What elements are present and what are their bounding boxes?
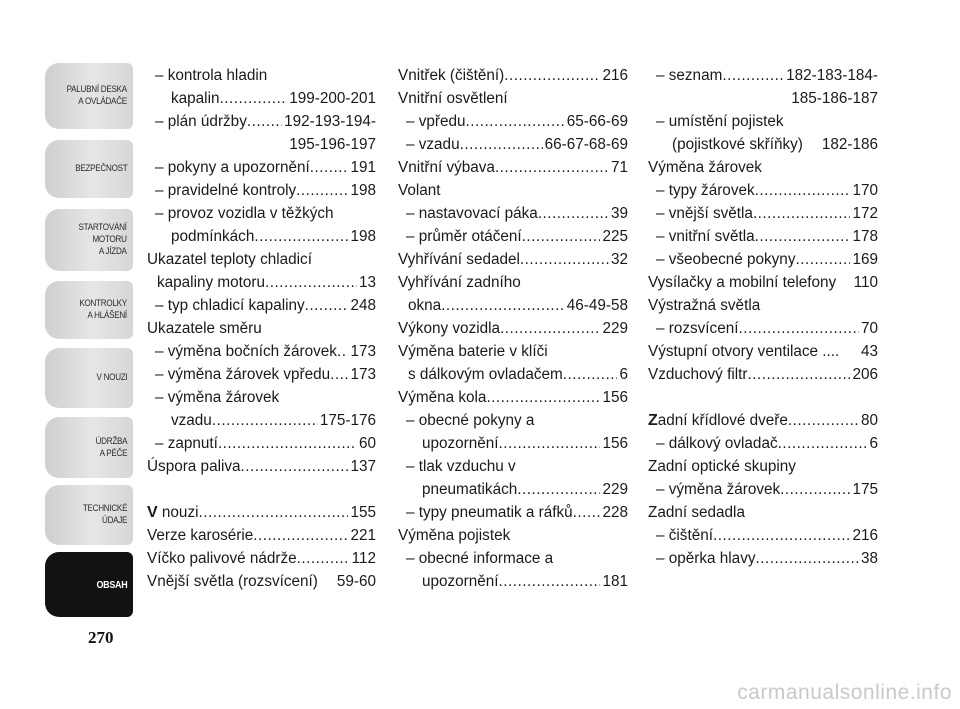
index-entry: Úspora paliva ..... 137 bbox=[147, 455, 376, 478]
tab-kontrolky[interactable] bbox=[45, 281, 133, 339]
index-entry: – typy pneumatik a ráfků ..... 228 bbox=[398, 501, 628, 524]
index-entry: Výstupní otvory ventilace .... 43 bbox=[648, 343, 878, 360]
index-entry: – umístění pojistek bbox=[656, 113, 784, 130]
index-entry: – pravidelné kontroly ..... 198 bbox=[147, 179, 376, 202]
index-entry: Zadní křídlové dveře ..... 80 bbox=[648, 409, 878, 432]
index-entry: Vysílačky a mobilní telefony 110 bbox=[648, 274, 878, 291]
index-entry: kapaliny motoru ..... 13 bbox=[147, 271, 376, 294]
index-entry: Vnější světla (rozsvícení) 59-60 bbox=[147, 573, 376, 590]
index-entry: Výměna žárovek bbox=[648, 159, 762, 176]
tab-label: TECHNICKÉ ÚDAJE bbox=[82, 503, 127, 526]
index-entry: – provoz vozidla v těžkých bbox=[155, 205, 334, 222]
index-entry: Ukazatele směru bbox=[147, 320, 262, 337]
index-entry: kapalin ..... 199-200-201 bbox=[147, 87, 376, 110]
index-entry: Ukazatel teploty chladicí bbox=[147, 251, 312, 268]
index-column-1 bbox=[147, 64, 376, 593]
index-entry: – všeobecné pokyny ..... 169 bbox=[648, 248, 878, 271]
tab-label: ÚDRŽBA A PÉČE bbox=[95, 435, 127, 459]
tab-palubni-deska[interactable] bbox=[45, 63, 133, 129]
index-entry: Vyhřívání sedadel ..... 32 bbox=[398, 248, 628, 271]
tab-technicke-udaje[interactable] bbox=[45, 485, 133, 545]
index-entry: Výkony vozidla ..... 229 bbox=[398, 317, 628, 340]
tab-bezpecnost[interactable] bbox=[45, 140, 133, 198]
index-entry: Vnitřní výbava ..... 71 bbox=[398, 156, 628, 179]
index-entry: upozornění ..... 181 bbox=[398, 570, 628, 593]
tab-startovani[interactable] bbox=[45, 209, 133, 271]
index-entry: V nouzi ..... 155 bbox=[147, 501, 376, 524]
index-entry: vzadu ..... 175-176 bbox=[147, 409, 376, 432]
index-entry: – seznam ..... 182-183-184- bbox=[648, 64, 878, 87]
index-entry: – kontrola hladin bbox=[155, 67, 268, 84]
index-entry: Vnitřek (čištění) ..... 216 bbox=[398, 64, 628, 87]
index-entry: Výstražná světla bbox=[648, 297, 761, 314]
index-entry: – výměna žárovek bbox=[155, 389, 280, 406]
index-entry: – vnější světla ..... 172 bbox=[648, 202, 878, 225]
index-entry: Výměna kola ..... 156 bbox=[398, 386, 628, 409]
index-entry: upozornění ..... 156 bbox=[398, 432, 628, 455]
index-entry: okna ..... 46-49-58 bbox=[398, 294, 628, 317]
index-entry: Verze karosérie ..... 221 bbox=[147, 524, 376, 547]
tab-label: PALUBNÍ DESKA A OVLÁDAČE bbox=[66, 84, 127, 107]
index-entry: Vnitřní osvětlení bbox=[398, 90, 508, 107]
tab-obsah[interactable] bbox=[45, 552, 133, 617]
index-entry: – opěrka hlavy ..... 38 bbox=[648, 547, 878, 570]
index-entry: – rozsvícení ..... 70 bbox=[648, 317, 878, 340]
index-column-3 bbox=[648, 64, 878, 570]
index-entry: pneumatikách ..... 229 bbox=[398, 478, 628, 501]
index-entry: – typ chladicí kapaliny ..... 248 bbox=[147, 294, 376, 317]
index-entry: – dálkový ovladač ..... 6 bbox=[648, 432, 878, 455]
index-entry: Zadní optické skupiny bbox=[648, 458, 796, 475]
index-entry: – výměna žárovek ..... 175 bbox=[648, 478, 878, 501]
index-column-2 bbox=[398, 64, 628, 593]
index-entry: – čištění ..... 216 bbox=[648, 524, 878, 547]
index-entry: 185-186-187 bbox=[791, 90, 878, 107]
index-entry: – obecné pokyny a bbox=[406, 412, 535, 429]
page-number: 270 bbox=[88, 628, 114, 647]
tab-label: STARTOVÁNÍ MOTORU A JÍZDA bbox=[78, 222, 127, 257]
index-entry: – plán údržby ..... 192-193-194- bbox=[147, 110, 376, 133]
tab-label: BEZPEČNOST bbox=[74, 163, 127, 174]
index-entry: – vnitřní světla ..... 178 bbox=[648, 225, 878, 248]
index-entry: Vyhřívání zadního bbox=[398, 274, 521, 291]
index-entry: – nastavovací páka ..... 39 bbox=[398, 202, 628, 225]
tab-udrzba[interactable] bbox=[45, 417, 133, 478]
index-entry: – vpředu ..... 65-66-69 bbox=[398, 110, 628, 133]
tab-label: OBSAH bbox=[96, 578, 127, 591]
index-entry: – vzadu ..... 66-67-68-69 bbox=[398, 133, 628, 156]
index-entry: Výměna baterie v klíči bbox=[398, 343, 548, 360]
tab-label: V NOUZI bbox=[96, 372, 127, 383]
index-entry: – výměna žárovek vpředu ..... 173 bbox=[147, 363, 376, 386]
section-letter: V bbox=[147, 504, 158, 521]
index-entry: – výměna bočních žárovek ..... 173 bbox=[147, 340, 376, 363]
index-entry: – pokyny a upozornění ..... 191 bbox=[147, 156, 376, 179]
watermark: carmanualsonline.info bbox=[737, 681, 952, 704]
tab-label: KONTROLKY A HLÁŠENÍ bbox=[79, 298, 127, 321]
index-entry: Zadní sedadla bbox=[648, 504, 745, 521]
index-entry: podmínkách ..... 198 bbox=[147, 225, 376, 248]
index-entry: 195-196-197 bbox=[289, 136, 376, 153]
index-entry: Výměna pojistek bbox=[398, 527, 511, 544]
index-entry: – typy žárovek ..... 170 bbox=[648, 179, 878, 202]
index-entry: – tlak vzduchu v bbox=[406, 458, 516, 475]
index-entry: – zapnutí ..... 60 bbox=[147, 432, 376, 455]
index-entry: – průměr otáčení ..... 225 bbox=[398, 225, 628, 248]
tab-v-nouzi[interactable] bbox=[45, 348, 133, 408]
index-entry: Víčko palivové nádrže ..... 112 bbox=[147, 547, 376, 570]
index-entry: – obecné informace a bbox=[406, 550, 554, 567]
index-entry: s dálkovým ovladačem ..... 6 bbox=[398, 363, 628, 386]
index-entry: (pojistkové skříňky) 182-186 bbox=[672, 136, 878, 153]
index-entry: Vzduchový filtr ..... 206 bbox=[648, 363, 878, 386]
section-letter: Z bbox=[648, 412, 658, 429]
index-entry: Volant bbox=[398, 182, 441, 199]
